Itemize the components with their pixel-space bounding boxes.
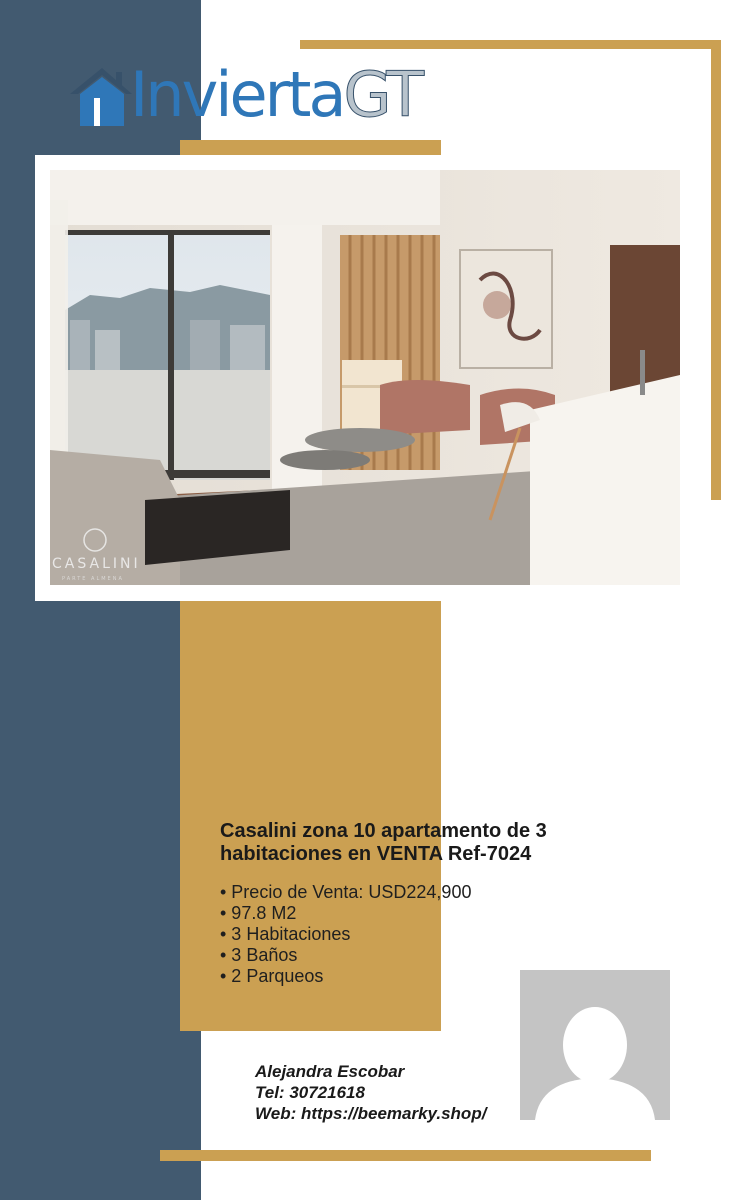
feature-price: • Precio de Venta: USD224,900 <box>220 882 472 902</box>
gold-frame-right-line <box>711 40 721 500</box>
logo-wordmark: InviertaGT <box>130 58 422 131</box>
agent-avatar <box>520 970 670 1120</box>
gold-frame-top-line <box>300 40 721 49</box>
user-silhouette-icon <box>520 970 670 1120</box>
svg-text:PARTE ALMENA: PARTE ALMENA <box>62 576 124 582</box>
agent-website[interactable]: Web: https://beemarky.shop/ <box>255 1104 487 1123</box>
feature-area: • 97.8 M2 <box>220 903 297 923</box>
inviertagt-logo <box>70 58 422 131</box>
feature-bathrooms: • 3 Baños <box>220 945 298 965</box>
agent-phone[interactable]: Tel: 30721618 <box>255 1083 365 1102</box>
feature-list <box>220 882 471 987</box>
feature-parking: • 2 Parqueos <box>220 966 324 986</box>
listing-title: Casalini zona 10 apartamento de 3 habitaciones en VENTA Ref-7024 <box>220 820 547 865</box>
agent-name: Alejandra Escobar <box>255 1062 405 1081</box>
feature-bedrooms: • 3 Habitaciones <box>220 924 351 944</box>
svg-text:CASALINI: CASALINI <box>52 556 141 572</box>
house-icon <box>70 64 132 126</box>
agent-contact <box>255 1061 486 1124</box>
gold-accent-bar-bottom <box>160 1150 651 1161</box>
apartment-living-room-image <box>50 170 680 585</box>
